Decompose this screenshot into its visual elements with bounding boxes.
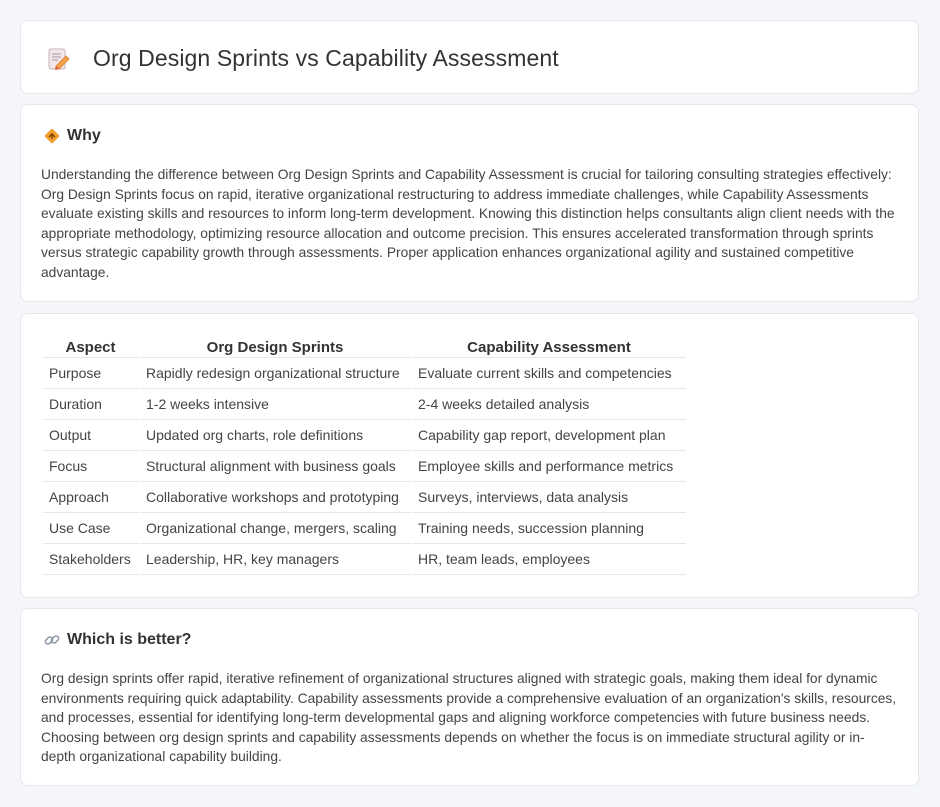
row-sprints: Structural alignment with business goals — [140, 451, 410, 482]
row-aspect: Approach — [43, 482, 138, 513]
document-pencil-icon — [47, 46, 71, 72]
why-section — [20, 104, 919, 302]
header-aspect: Aspect — [43, 336, 138, 358]
row-aspect: Purpose — [43, 358, 138, 389]
better-body: Org design sprints offer rapid, iterative refinement of organizational structures aligned with strategic goals, making them ideal for dynamic environments requiring quick adaptability. Capability assessments provide a comprehensive evaluation of an organization's skills, resources, and processes, essential for identifying long-term developmental gaps and aligning workforce competencies with future business needs. Choosing between org design sprints and capability assessments depends on whether the focus is on immediate structural agility or in-depth organizational capability building. — [41, 671, 897, 764]
diamond-sign-icon — [43, 127, 61, 145]
row-assessment: HR, team leads, employees — [412, 544, 686, 575]
row-aspect: Stakeholders — [43, 544, 138, 575]
table-row — [43, 420, 686, 451]
row-sprints: Leadership, HR, key managers — [140, 544, 410, 575]
row-assessment: Training needs, succession planning — [412, 513, 686, 544]
better-header — [43, 631, 191, 649]
row-sprints: Collaborative workshops and prototyping — [140, 482, 410, 513]
table-header-row — [43, 336, 686, 358]
row-aspect: Use Case — [43, 513, 138, 544]
table-row — [43, 451, 686, 482]
comparison-table — [41, 336, 688, 575]
row-sprints: Rapidly redesign organizational structure — [140, 358, 410, 389]
row-assessment: Capability gap report, development plan — [412, 420, 686, 451]
why-header — [43, 127, 101, 145]
row-sprints: 1-2 weeks intensive — [140, 389, 410, 420]
table-row — [43, 513, 686, 544]
row-aspect: Focus — [43, 451, 138, 482]
row-assessment: Surveys, interviews, data analysis — [412, 482, 686, 513]
table-row — [43, 482, 686, 513]
why-body: Understanding the difference between Org Design Sprints and Capability Assessment is crucial for tailoring consulting strategies effectively: Org Design Sprints focus on rapid, iterative organizational restructuring to address immediate challenges, while Capability Assessments evaluate existing skills and resources to inform long-term development. Knowing this distinction helps consultants align client needs with the appropriate methodology, optimizing resource allocation and outcome precision. This ensures accelerated transformation through sprints versus strategic capability growth through assessments. Proper application enhances organizational agility and sustained competitive advantage. — [41, 167, 895, 280]
page-title: Org Design Sprints vs Capability Assessment — [93, 45, 559, 71]
title-row — [47, 45, 559, 72]
row-assessment: Evaluate current skills and competencies — [412, 358, 686, 389]
row-sprints: Organizational change, mergers, scaling — [140, 513, 410, 544]
header-org-design-sprints: Org Design Sprints — [140, 336, 410, 358]
why-title: Why — [67, 127, 101, 144]
which-is-better-section — [20, 608, 919, 786]
title-card — [20, 20, 919, 94]
row-assessment: Employee skills and performance metrics — [412, 451, 686, 482]
row-aspect: Duration — [43, 389, 138, 420]
better-title: Which is better? — [67, 631, 192, 648]
row-assessment: 2-4 weeks detailed analysis — [412, 389, 686, 420]
row-aspect: Output — [43, 420, 138, 451]
comparison-section — [20, 313, 919, 598]
table-row — [43, 389, 686, 420]
row-sprints: Updated org charts, role definitions — [140, 420, 410, 451]
table-row — [43, 358, 686, 389]
link-icon — [43, 631, 61, 649]
header-capability-assessment: Capability Assessment — [412, 336, 686, 358]
table-row — [43, 544, 686, 575]
